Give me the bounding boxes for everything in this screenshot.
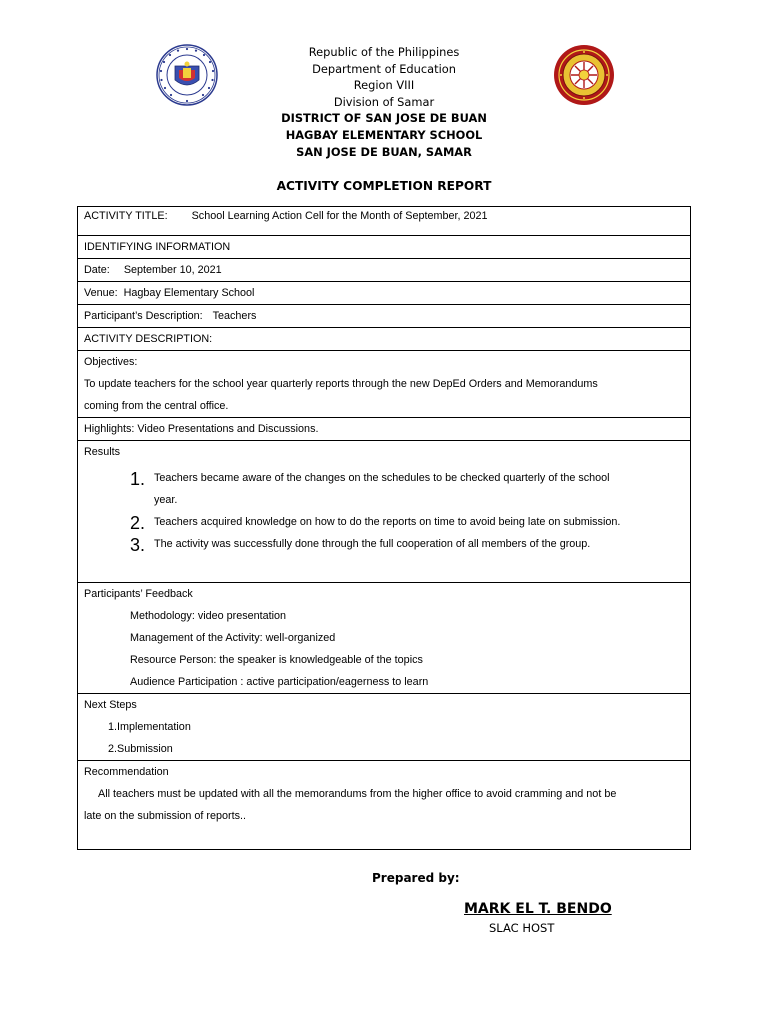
highlights-row [78, 418, 690, 441]
feedback-item: Management of the Activity: well-organized [130, 632, 336, 644]
objectives-row [78, 351, 690, 418]
results-label: Results [84, 446, 121, 458]
next-steps-row [78, 694, 690, 761]
header-district: DISTRICT OF SAN JOSE DE BUAN [281, 111, 487, 126]
participants-row [78, 305, 690, 328]
activity-description-row [78, 328, 690, 351]
date-value: September 10, 2021 [123, 264, 222, 276]
results-item [84, 511, 684, 533]
recommendation-row [78, 761, 690, 849]
venue-row [78, 282, 690, 305]
results-row [78, 441, 690, 583]
activity-description-label: ACTIVITY DESCRIPTION: [84, 333, 213, 345]
results-item-number: 2. [130, 513, 146, 533]
feedback-row [78, 583, 690, 694]
date-label: Date: [84, 264, 110, 276]
objectives-label: Objectives: [84, 356, 138, 368]
results-item-text: Teachers acquired knowledge on how to do the reports on time to avoid being late on submission. [154, 516, 621, 528]
report-title: ACTIVITY COMPLETION REPORT [276, 179, 492, 193]
results-item [84, 533, 684, 555]
objectives-line-1: To update teachers for the school year quarterly reports through the new DepEd Orders and Memorandums [84, 378, 598, 390]
header-region: Region VIII [353, 78, 415, 93]
feedback-item: Resource Person: the speaker is knowledgeable of the topics [130, 654, 423, 666]
recommendation-line-1: All teachers must be updated with all the memorandums from the higher office to avoid cramming and not be [98, 788, 617, 800]
results-item-text-cont: year. [154, 494, 178, 506]
header-school: HAGBAY ELEMENTARY SCHOOL [285, 127, 483, 142]
header-republic: Republic of the Philippines [308, 45, 460, 59]
identifying-information-label: IDENTIFYING INFORMATION [84, 241, 231, 253]
feedback-label: Participants’ Feedback [84, 588, 193, 600]
header-department: Department of Education [312, 61, 456, 76]
header-address: SAN JOSE DE BUAN, SAMAR [296, 144, 472, 159]
results-item-number: 3. [130, 535, 146, 555]
next-steps-label: Next Steps [84, 699, 137, 711]
next-step-item: 1.Implementation [108, 721, 191, 733]
venue-label: Venue: [84, 287, 118, 299]
highlights-text: Highlights: Video Presentations and Discussions. [84, 423, 319, 435]
objectives-line-2: coming from the central office. [84, 400, 229, 412]
participants-label: Participant’s Description: [84, 310, 203, 322]
activity-title-label: ACTIVITY TITLE: [84, 210, 168, 222]
letterhead [0, 44, 768, 160]
results-list [84, 467, 684, 555]
activity-title-row [78, 207, 690, 236]
feedback-item: Audience Participation : active participation/eagerness to learn [130, 676, 429, 688]
activity-title-value: School Learning Action Cell for the Month of September, 2021 [191, 210, 488, 222]
results-item [84, 467, 684, 511]
identifying-information-row [78, 236, 690, 259]
results-item-text: Teachers became aware of the changes on the schedules to be checked quarterly of the school [154, 472, 610, 484]
participants-value: Teachers [212, 310, 257, 322]
recommendation-label: Recommendation [84, 766, 169, 778]
prepared-by-label: Prepared by: [372, 871, 460, 885]
results-item-text: The activity was successfully done through the full cooperation of all members of the group. [154, 538, 591, 550]
report-table [77, 206, 691, 850]
signer-role: SLAC HOST [489, 921, 555, 935]
header-division: Division of Samar [333, 94, 435, 109]
date-row [78, 259, 690, 282]
signer-name: MARK EL T. BENDO [464, 901, 612, 917]
venue-value: Hagbay Elementary School [123, 287, 255, 299]
feedback-item: Methodology: video presentation [130, 610, 287, 622]
next-step-item: 2.Submission [108, 743, 173, 755]
recommendation-line-2: late on the submission of reports.. [84, 810, 247, 822]
results-item-number: 1. [130, 469, 146, 489]
